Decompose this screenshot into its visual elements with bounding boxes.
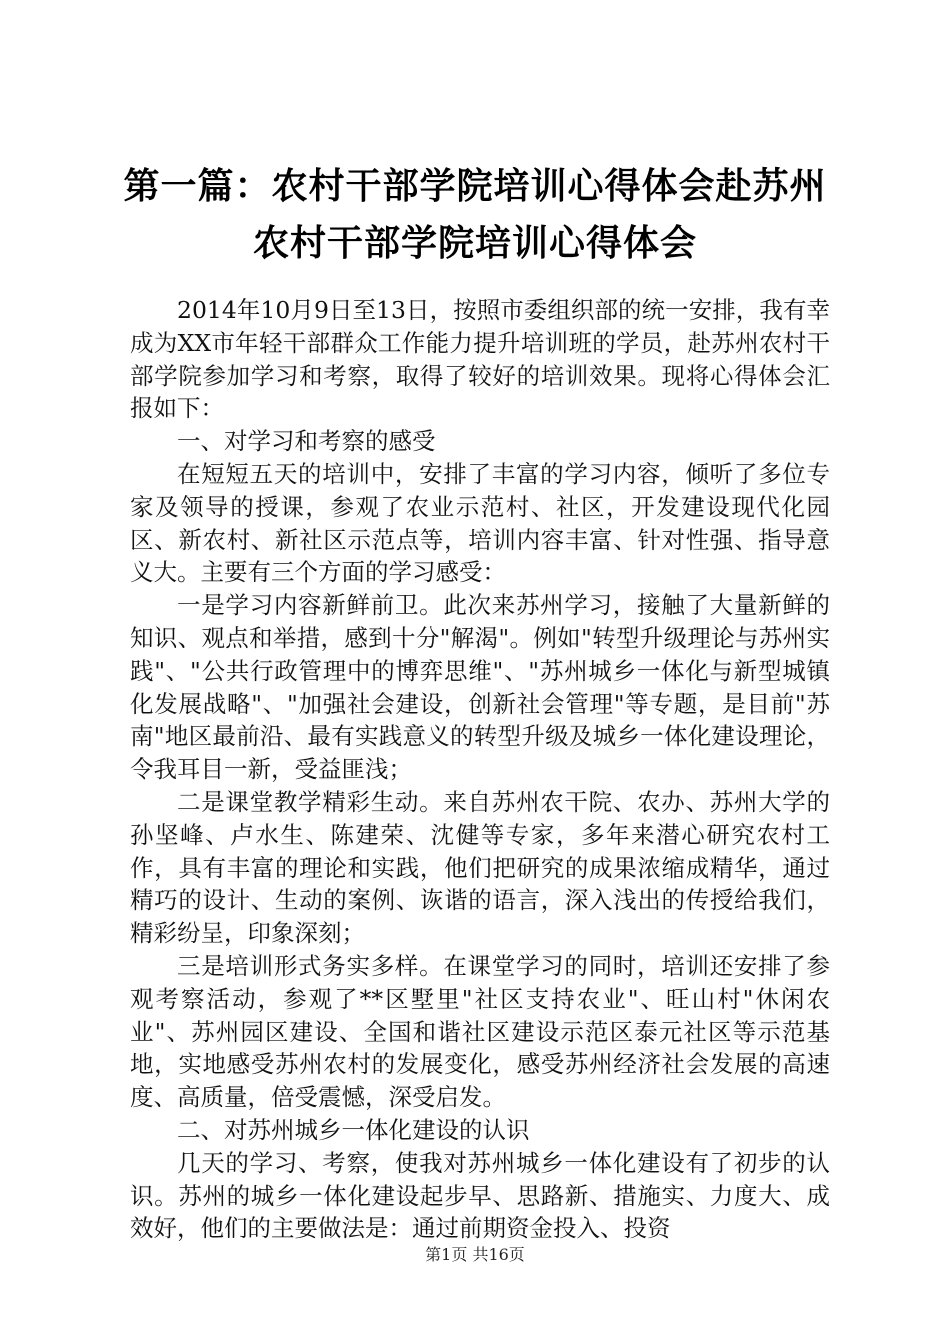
section-heading-2: 二、对苏州城乡一体化建设的认识 xyxy=(177,1115,530,1144)
page-footer: 第1页 共16页 xyxy=(425,1245,525,1264)
document-body xyxy=(130,294,830,1243)
section-heading-1: 一、对学习和考察的感受 xyxy=(177,427,436,456)
paragraph-point-1: 一是学习内容新鲜前卫。此次来苏州学习，接触了大量新鲜的知识、观点和举措，感到十分"解渴"。例如"转型升级理论与苏州实践"、"公共行政管理中的博弈思维"、"苏州城乡一体化与新型城镇化发展战略"、"加强社会建设，创新社会管理"等专题，是目前"苏南"地区最前沿、最有实践意义的转型升级及城乡一体化建设理论，令我耳目一新，受益匪浅； xyxy=(130,591,830,784)
paragraph-point-2: 二是课堂教学精彩生动。来自苏州农干院、农办、苏州大学的孙坚峰、卢水生、陈建荣、沈健等专家，多年来潜心研究农村工作，具有丰富的理论和实践，他们把研究的成果浓缩成精华，通过精巧的设计、生动的案例、诙谐的语言，深入浅出的传授给我们，精彩纷呈，印象深刻； xyxy=(130,787,830,948)
paragraph-intro: 2014年10月9日至13日，按照市委组织部的统一安排，我有幸成为XX市年轻干部群众工作能力提升培训班的学员，赴苏州农村干部学院参加学习和考察，取得了较好的培训效果。现将心得体会汇报如下： xyxy=(130,296,830,423)
paragraph-overview: 在短短五天的培训中，安排了丰富的学习内容，倾听了多位专家及领导的授课，参观了农业示范村、社区，开发建设现代化园区、新农村、新社区示范点等，培训内容丰富、针对性强、指导意义大。主要有三个方面的学习感受： xyxy=(130,459,830,587)
document-title: 第一篇：农村干部学院培训心得体会赴苏州农村干部学院培训心得体会 xyxy=(123,166,827,264)
paragraph-understanding: 几天的学习、考察，使我对苏州城乡一体化建设有了初步的认识。苏州的城乡一体化建设起步早、思路新、措施实、力度大、成效好，他们的主要做法是：通过前期资金投入、投资 xyxy=(130,1148,830,1243)
paragraph-point-3: 三是培训形式务实多样。在课堂学习的同时，培训还安排了参观考察活动，参观了**区墅里"社区支持农业"、旺山村"休闲农业"、苏州园区建设、全国和谐社区建设示范区泰元社区等示范基地，实地感受苏州农村的发展变化，感受苏州经济社会发展的高速度、高质量，倍受震憾，深受启发。 xyxy=(130,951,830,1112)
